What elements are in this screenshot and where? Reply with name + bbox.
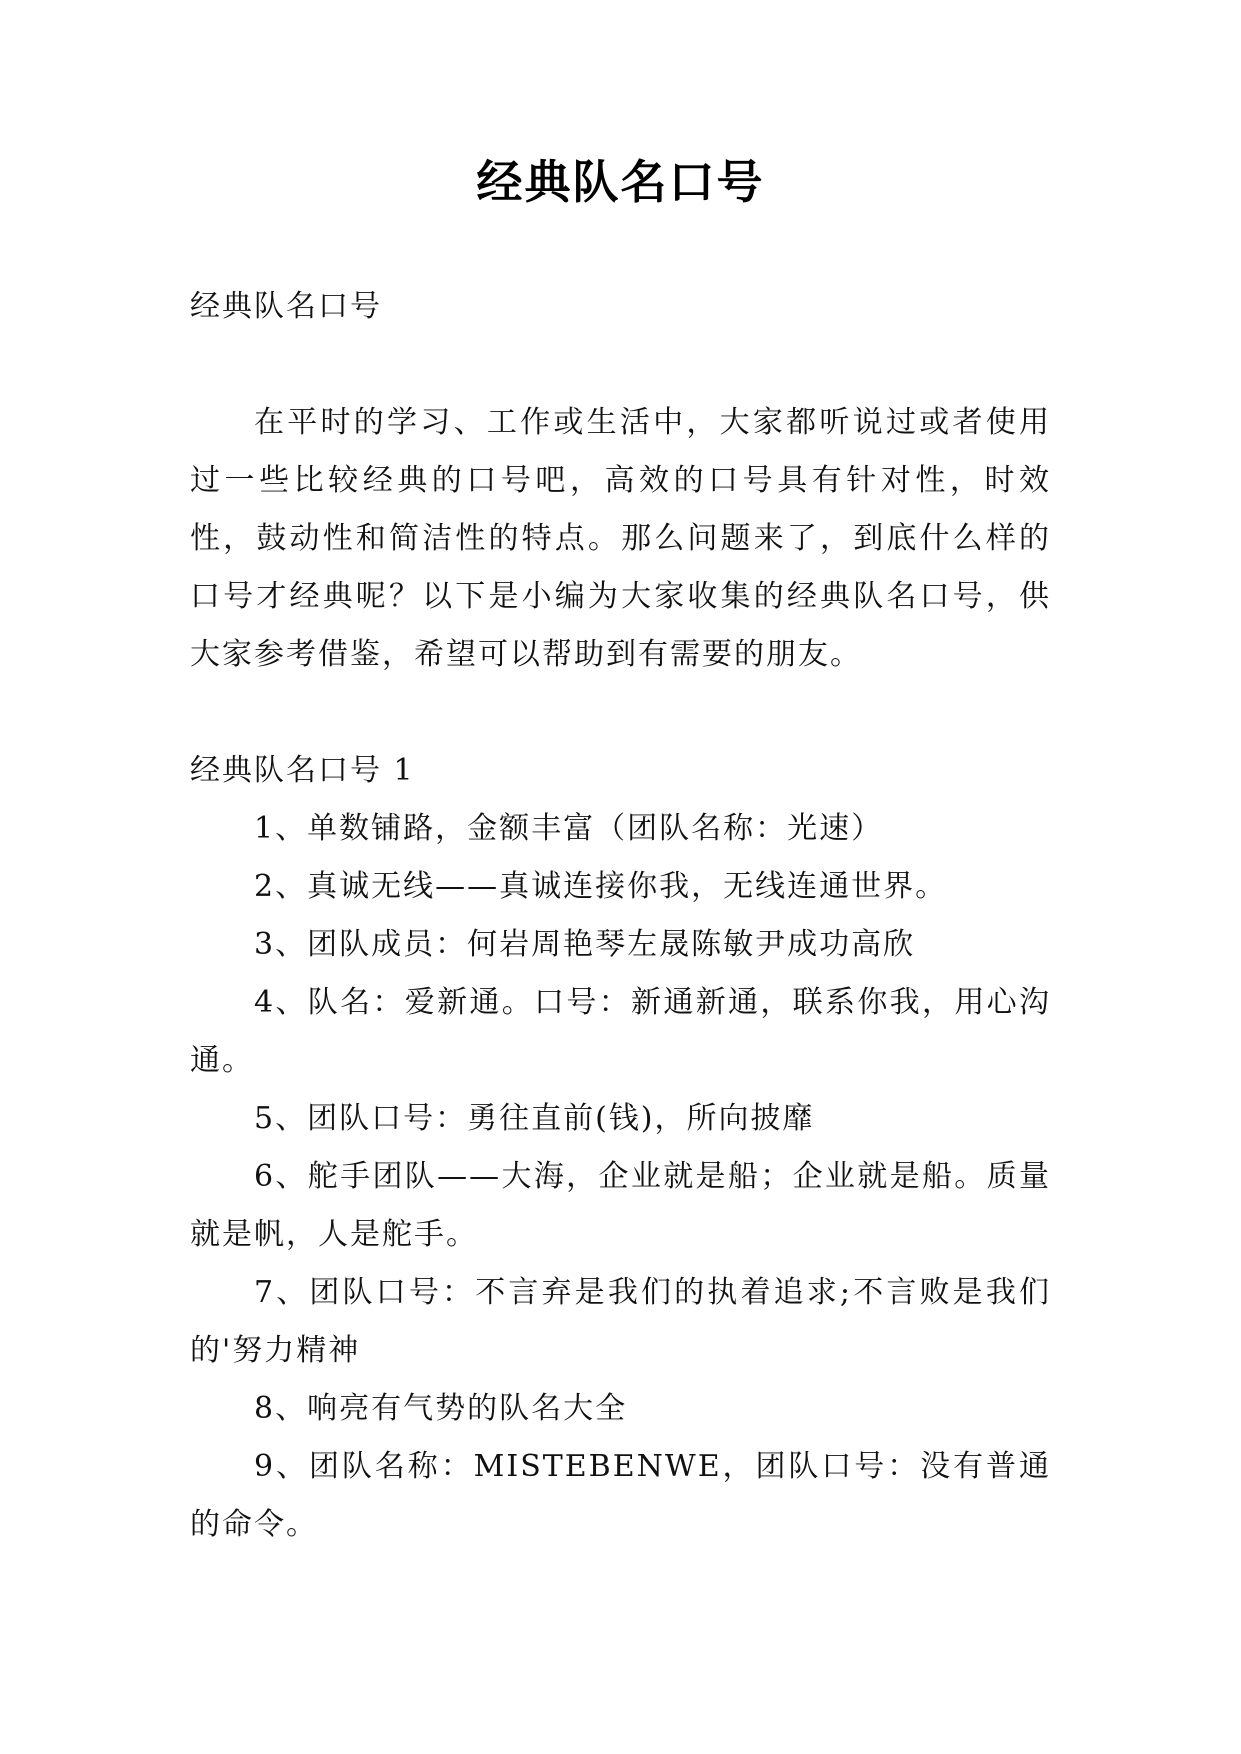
slogan-item-3: 3、团队成员：何岩周艳琴左晟陈敏尹成功高欣: [254, 927, 916, 962]
slogan-item-7: 7、团队口号：不言弃是我们的执着追求;不言败是我们的'努力精神: [190, 1275, 1051, 1368]
slogan-item-1: 1、单数铺路，金额丰富（团队名称：光速）: [254, 811, 884, 846]
document-title: 经典队名口号: [476, 155, 765, 209]
section-heading: 经典队名口号 1: [190, 753, 415, 788]
slogan-item-2: 2、真诚无线——真诚连接你我，无线连通世界。: [254, 869, 948, 904]
slogan-item-5: 5、团队口号：勇往直前(钱)，所向披靡: [254, 1101, 815, 1136]
slogan-item-4: 4、队名：爱新通。口号：新通新通，联系你我，用心沟通。: [190, 985, 1051, 1078]
slogan-item-9: 9、团队名称：MISTEBENWE，团队口号：没有普通的命令。: [190, 1449, 1051, 1542]
document-subtitle: 经典队名口号: [190, 289, 382, 324]
slogan-list: [190, 800, 1051, 1554]
slogan-item-8: 8、响亮有气势的队名大全: [254, 1391, 628, 1426]
intro-paragraph: 在平时的学习、工作或生活中，大家都听说过或者使用过一些比较经典的口号吧，高效的口号具有针对性，时效性，鼓动性和简洁性的特点。那么问题来了，到底什么样的口号才经典呢？以下是小编为大家收集的经典队名口号，供大家参考借鉴，希望可以帮助到有需要的朋友。: [190, 405, 1051, 672]
slogan-item-6: 6、舵手团队——大海，企业就是船；企业就是船。质量就是帆，人是舵手。: [190, 1159, 1051, 1252]
